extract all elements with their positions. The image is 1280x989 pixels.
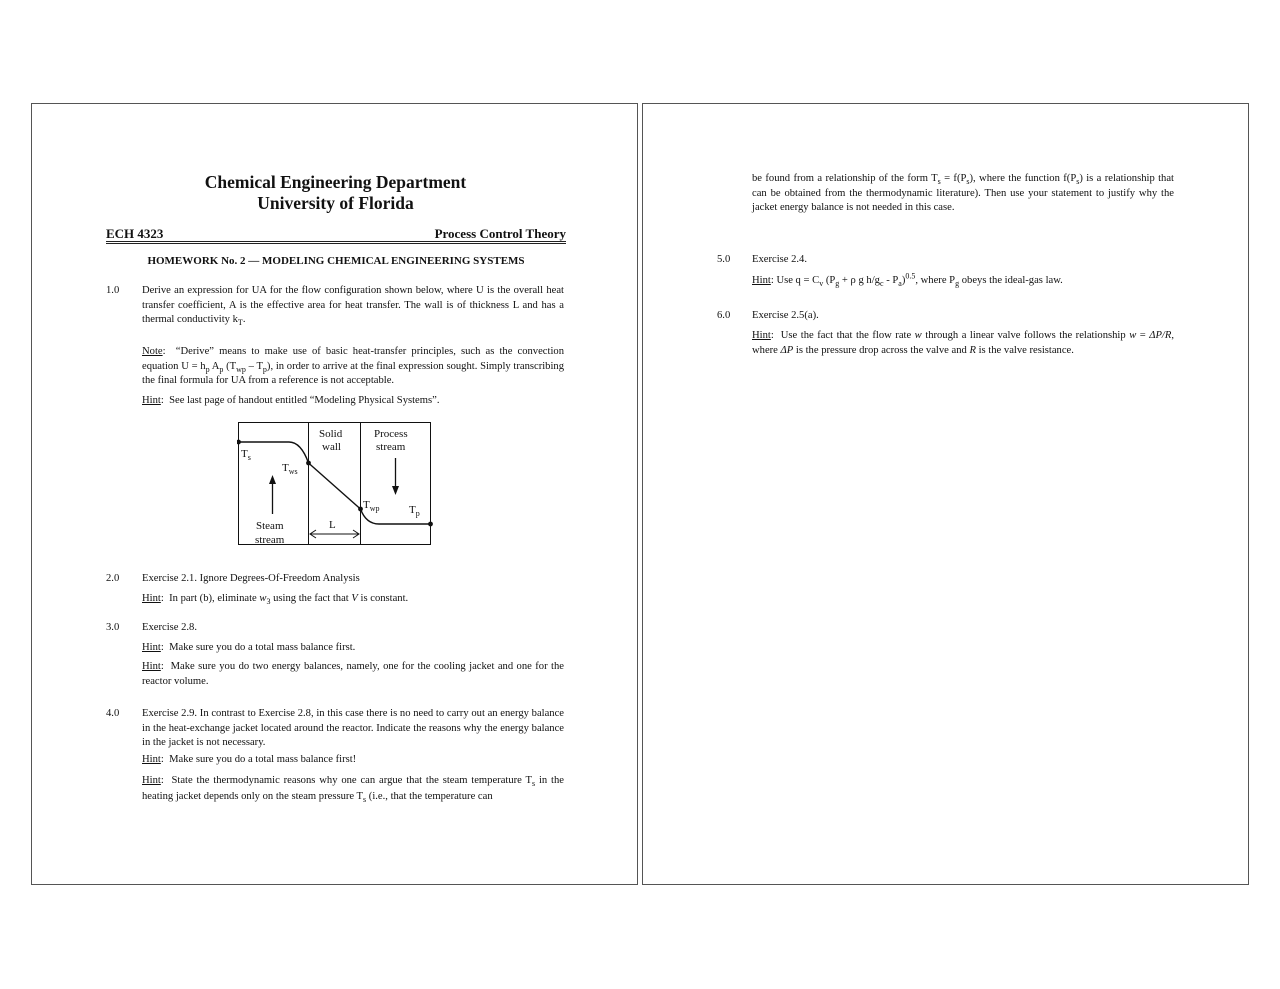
problem-5-hint-sub-v: v (819, 279, 824, 289)
note-sub-2: p (219, 364, 224, 374)
university-title: University of Florida (257, 193, 414, 213)
note-sub-3: wp (236, 364, 246, 374)
problem-2-hint: Hint: In part (b), eliminate $w_3$ using the fact that V is constant. (142, 593, 409, 607)
tws-point (306, 461, 311, 466)
steam-stream-label-1: Steam (256, 520, 284, 532)
problem-6-hint-dp2: ΔP (780, 344, 794, 356)
problem-4-hint-2-sub-a: s (532, 779, 536, 789)
problem-2-hint-v: V (351, 593, 358, 604)
hint-label: Hint (142, 593, 161, 604)
problem-2-hint-w: w (259, 593, 267, 604)
problem-6-hint-e: is the pressure drop across the valve and (793, 344, 970, 356)
problem-5-hint-sub-g2: g (955, 279, 960, 289)
note-label: Note (142, 346, 163, 357)
problem-5-text: Exercise 2.4. (752, 254, 808, 265)
problem-4-text: Exercise 2.9. In contrast to Exercise 2.8, in this case there is no need to carry out an energy balance in the heat-exchange jacket located around the reactor. Indicate the reasons why the energy balance in the jacket is not necessary. (142, 708, 564, 748)
process-stream-label-1: Process (374, 428, 408, 440)
problem-5-hint-e: ) (901, 275, 906, 286)
temperature-profile (239, 442, 431, 524)
note-text-c: (T (223, 360, 237, 372)
hint-label: Hint (142, 754, 161, 765)
problem-3-hint-1: Hint: Make sure you do a total mass balance first. (142, 642, 356, 653)
problem-5-hint-c: + ρ g h/g (839, 275, 880, 286)
problem-2-hint-b: using the fact that (270, 593, 352, 604)
problem-6-hint-f: is the valve resistance. (975, 344, 1074, 356)
problem-6-hint-b: through a linear valve follows the relationship (921, 330, 1130, 341)
problem-1-text (142, 284, 564, 328)
solid-wall-label-2: wall (322, 441, 341, 453)
department-title: Chemical Engineering Department (204, 172, 467, 192)
hint-label: Hint (142, 775, 161, 786)
hint-label: Hint (142, 661, 161, 672)
problem-5-hint-sup: 0.5 (905, 271, 916, 281)
course-name: Process Control Theory (434, 226, 566, 241)
problem-4-hint-2-a: State the thermodynamic reasons why one can argue that the steam temperature T (171, 775, 532, 786)
continuation-b: = f(P (940, 173, 967, 184)
thickness-label: L (329, 519, 336, 531)
problem-6-hint-w: w (914, 330, 922, 341)
problem-2-hint-sub: 3 (266, 597, 271, 607)
hint-label: Hint (752, 275, 771, 286)
problem-5-hint-a: Use q = C (776, 275, 820, 286)
problem-6-hint-a: Use the fact that the flow rate (780, 330, 915, 341)
tws-label: $T_{ws}$ (282, 462, 298, 476)
note-text-a: “Derive” means to make use of basic heat-transfer principles, such as the convection equation U = h (142, 346, 564, 372)
problem-1-hint-text: See last page of handout entitled “Modeling Physical Systems”. (169, 395, 440, 406)
twp-label: $T_{wp}$ (363, 499, 380, 513)
problem-1-note: Note: “Derive” means to make use of basic heat-transfer principles, such as the convection equation $U = h_p$ $A_p$ $(T_{wp} - T_p)$, in order to arrive at the final expression sought. Simply transcribing the final formula for UA from a reference is not acceptable. (142, 346, 565, 386)
process-arrow-icon (392, 486, 399, 495)
problem-5-number: 5.0 (717, 254, 731, 265)
problem-6-hint: Hint: Use the fact that the flow rate w through a linear valve follows the relationship w = ΔP/R, where ΔP is the pressure drop across the valve and R is the valve resistance. (752, 330, 1174, 356)
problem-1-text-sub: T (237, 318, 243, 328)
problem-6-text: Exercise 2.5(a). (752, 310, 819, 321)
process-stream-label-2: stream (376, 441, 406, 453)
problem-3-number: 3.0 (106, 622, 120, 633)
problem-2-text: Exercise 2.1. Ignore Degrees-Of-Freedom Analysis (142, 573, 360, 584)
problem-5-hint-sub-a: a (898, 279, 902, 289)
problem-2-hint-c: is constant. (357, 593, 409, 604)
ts-point (237, 440, 241, 445)
problem-4-hint-2-c: (i.e., that the temperature can (366, 791, 493, 802)
problem-3-text: Exercise 2.8. (142, 622, 198, 633)
note-sub-1: p (205, 364, 210, 374)
heat-transfer-diagram (237, 420, 437, 550)
problem-4-hint-1: Hint: Make sure you do a total mass balance first! (142, 754, 357, 765)
problem-5-hint-f: , where P (915, 275, 956, 286)
steam-arrow-icon (269, 475, 276, 484)
continuation-d: ) is a relationship that can be obtained from the thermodynamic literature). Then use your statement to justify why the jacket energy balance is not needed in this case. (752, 173, 1175, 213)
problem-1-number: 1.0 (106, 285, 120, 296)
problem-5-hint-d: - P (883, 275, 899, 286)
hint-label: Hint (752, 330, 771, 341)
problem-4-hint-2: Hint: State the thermodynamic reasons why one can argue that the steam temperature $T_s$ in the heating jacket depends only on the steam pressure $T_s$ (i.e., that the temperature can (142, 775, 564, 805)
problem-4-hint-1-text: Make sure you do a total mass balance first! (169, 754, 357, 765)
problem-1-text-end: . (242, 314, 246, 325)
continuation-sub-c: s (1076, 177, 1080, 187)
hint-label: Hint (142, 642, 161, 653)
problem-5-hint-sub-c: c (879, 279, 884, 289)
note-text-e: ), in order to arrive at the final expression sought. Simply transcribing the final formula for UA from a reference is not acceptable. (142, 360, 565, 386)
problem-3-hint-1-text: Make sure you do a total mass balance first. (169, 642, 356, 653)
hint-label: Hint (142, 395, 161, 406)
problem-6-hint-c: = (1136, 330, 1150, 341)
continuation-sub-a: s (937, 177, 941, 187)
problem-4-number: 4.0 (106, 708, 120, 719)
note-sub-4: p (262, 364, 267, 374)
problem-5-hint-g: obeys the ideal-gas law. (959, 275, 1063, 286)
problem-2-hint-a: In part (b), eliminate (169, 593, 260, 604)
page-left (31, 103, 638, 885)
tp-label: $T_p$ (409, 504, 420, 518)
problem-4-hint-continuation (752, 172, 1174, 216)
steam-stream-label-2: stream (255, 534, 285, 546)
homework-title: HOMEWORK No. 2 — MODELING CHEMICAL ENGINEERING SYSTEMS (147, 255, 525, 267)
header-rule-bottom (106, 243, 566, 244)
continuation-sub-b: s (966, 177, 970, 187)
course-code: ECH 4323 (106, 226, 164, 241)
tp-point (428, 522, 433, 527)
problem-3-hint-2: Hint: Make sure you do two energy balances, namely, one for the cooling jacket and one for the reactor volume. (142, 661, 564, 687)
problem-5-hint: Hint: Use $q = C_v$ ($P_g + \rho$ g $h/g_c - P_a)^{0.5}$, where $P_g$ obeys the ideal-gas law. (752, 271, 1063, 289)
problem-1-text-main: Derive an expression for UA for the flow configuration shown below, where U is the overall heat transfer coefficient, A is the effective area for heat transfer. The wall is of thickness L and has a thermal conductivity k (142, 285, 564, 325)
problem-6-hint-dp: ΔP/R (1149, 330, 1172, 341)
problem-6-hint-r: R (969, 344, 976, 356)
solid-wall-label-1: Solid (319, 428, 343, 440)
continuation-c: ), where the function f(P (969, 173, 1077, 184)
problem-4-hint-2-b: in the heating jacket depends only on the steam pressure T (142, 775, 564, 802)
header-rule-top (106, 241, 566, 242)
page-right (642, 103, 1249, 885)
ts-label: $T_s$ (241, 448, 251, 462)
problem-6-hint-d: , where (752, 330, 1174, 356)
problem-4-hint-2-sub-b: s (363, 795, 367, 805)
problem-6-number: 6.0 (717, 310, 731, 321)
note-text-b: A (209, 360, 220, 372)
continuation-a: be found from a relationship of the form T (752, 173, 938, 184)
problem-6-hint-w2: w (1129, 330, 1137, 341)
problem-2-number: 2.0 (106, 573, 120, 584)
problem-1-hint: Hint: See last page of handout entitled “Modeling Physical Systems”. (142, 395, 440, 406)
problem-5-hint-sub-g: g (835, 279, 840, 289)
problem-5-hint-b: (P (823, 275, 836, 286)
problem-3-hint-2-text: Make sure you do two energy balances, namely, one for the cooling jacket and one for the reactor volume. (142, 661, 564, 687)
note-text-d: – T (245, 360, 263, 372)
